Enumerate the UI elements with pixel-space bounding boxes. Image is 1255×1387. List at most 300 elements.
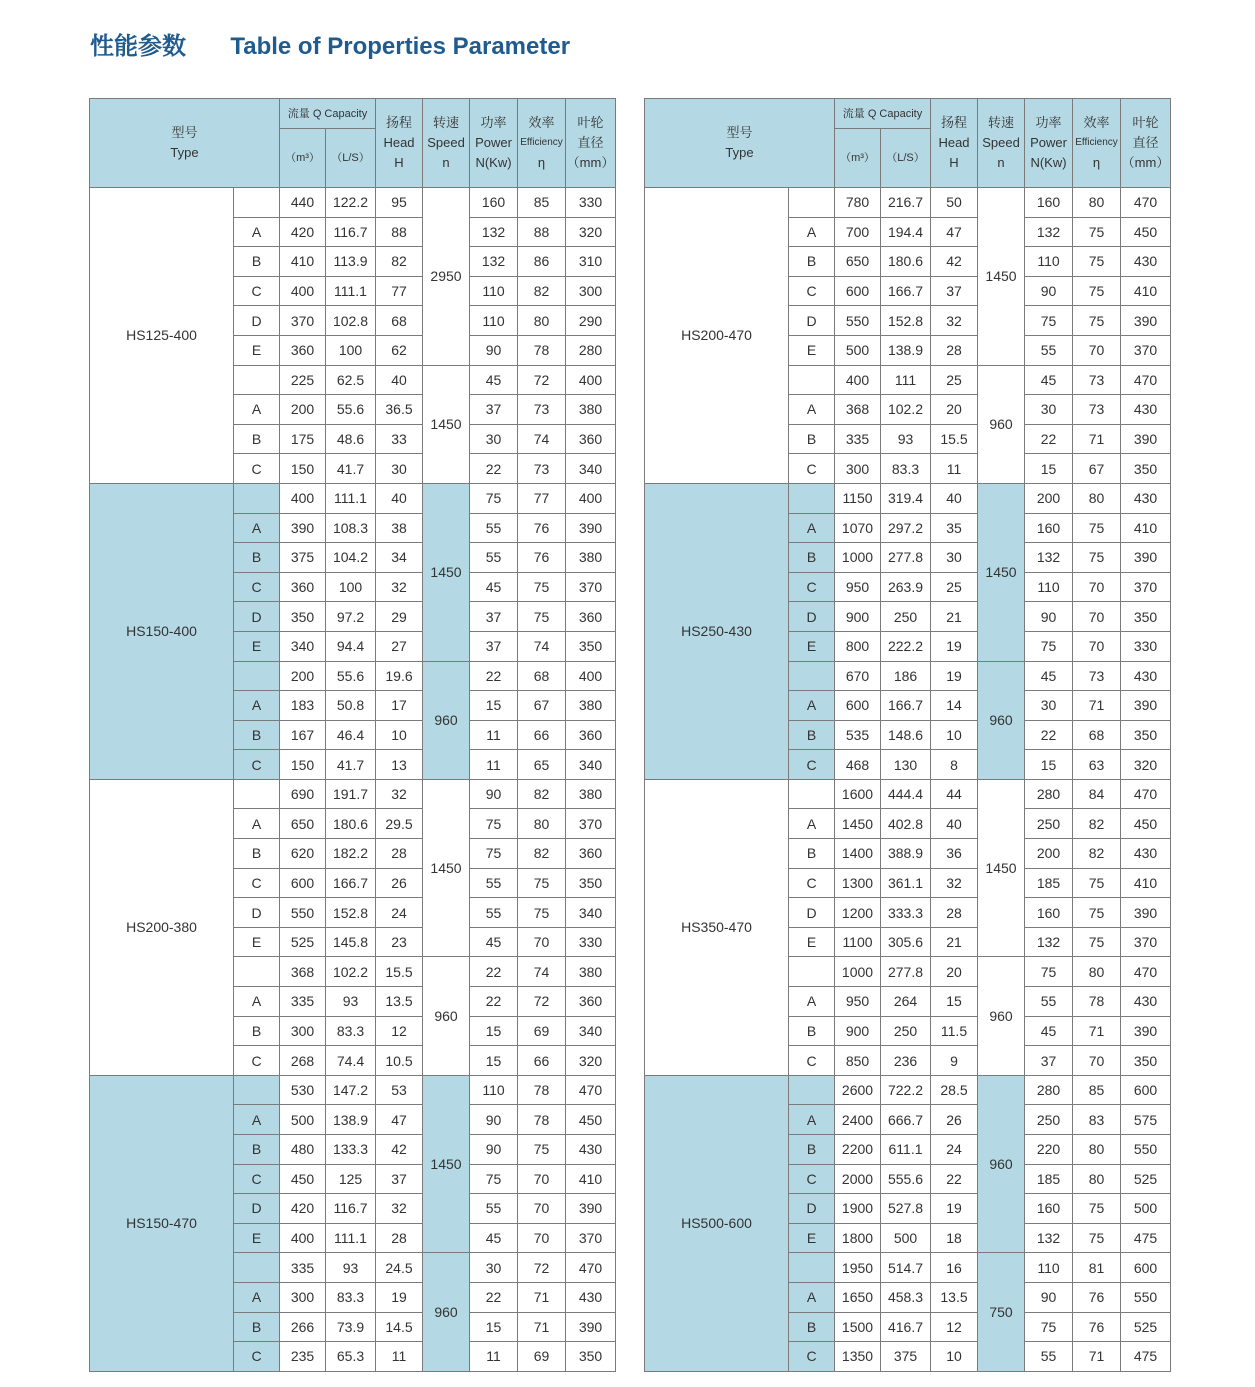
efficiency-value: 76 (518, 513, 566, 543)
efficiency-value: 77 (518, 483, 566, 513)
capacity-ls-value: 402.8 (881, 809, 931, 839)
power-value: 45 (470, 1223, 518, 1253)
head-value: 35 (931, 513, 978, 543)
capacity-m3-value: 420 (280, 1194, 326, 1224)
impeller-diameter-value: 400 (566, 661, 616, 691)
table-row (90, 779, 616, 809)
efficiency-value: 75 (1073, 276, 1121, 306)
capacity-m3-value: 525 (280, 927, 326, 957)
impeller-diameter-value: 390 (1121, 1016, 1171, 1046)
head-value: 19 (376, 1282, 423, 1312)
efficiency-value: 80 (518, 809, 566, 839)
efficiency-value: 80 (518, 306, 566, 336)
power-value: 110 (470, 1075, 518, 1105)
variant-code: E (234, 1223, 280, 1253)
variant-code (789, 365, 835, 395)
power-value: 30 (470, 1253, 518, 1283)
capacity-ls-value: 416.7 (881, 1312, 931, 1342)
variant-code: A (789, 395, 835, 425)
efficiency-value: 82 (1073, 809, 1121, 839)
impeller-diameter-value: 450 (566, 1105, 616, 1135)
head-value: 10 (931, 720, 978, 750)
capacity-m3-value: 150 (280, 454, 326, 484)
header-efficiency: 效率 Efficiency η (1073, 99, 1121, 188)
head-value: 24 (376, 898, 423, 928)
capacity-m3-value: 400 (835, 365, 881, 395)
capacity-ls-value: 48.6 (326, 424, 376, 454)
power-value: 280 (1025, 1075, 1073, 1105)
speed-value: 960 (978, 957, 1025, 1075)
efficiency-value: 70 (518, 1164, 566, 1194)
impeller-diameter-value: 430 (566, 1135, 616, 1165)
capacity-m3-value: 200 (280, 661, 326, 691)
variant-code (789, 188, 835, 218)
impeller-diameter-value: 390 (566, 513, 616, 543)
capacity-ls-value: 444.4 (881, 779, 931, 809)
variant-code: B (789, 720, 835, 750)
efficiency-value: 70 (1073, 602, 1121, 632)
head-value: 28 (376, 1223, 423, 1253)
capacity-m3-value: 1070 (835, 513, 881, 543)
power-value: 132 (470, 247, 518, 277)
capacity-ls-value: 113.9 (326, 247, 376, 277)
efficiency-value: 68 (518, 661, 566, 691)
impeller-diameter-value: 575 (1121, 1105, 1171, 1135)
head-value: 15.5 (931, 424, 978, 454)
capacity-ls-value: 264 (881, 987, 931, 1017)
capacity-ls-value: 41.7 (326, 454, 376, 484)
table-row (645, 483, 1171, 513)
head-value: 18 (931, 1223, 978, 1253)
impeller-diameter-value: 370 (566, 809, 616, 839)
power-value: 22 (470, 987, 518, 1017)
capacity-m3-value: 400 (280, 483, 326, 513)
impeller-diameter-value: 550 (1121, 1282, 1171, 1312)
capacity-m3-value: 468 (835, 750, 881, 780)
capacity-m3-value: 375 (280, 543, 326, 573)
capacity-m3-value: 600 (835, 276, 881, 306)
impeller-diameter-value: 410 (1121, 868, 1171, 898)
power-value: 22 (470, 957, 518, 987)
impeller-diameter-value: 320 (1121, 750, 1171, 780)
speed-value: 750 (978, 1253, 1025, 1371)
head-value: 32 (376, 572, 423, 602)
efficiency-value: 75 (518, 602, 566, 632)
header-capacity: 流量 Q Capacity (835, 99, 931, 129)
efficiency-value: 75 (1073, 868, 1121, 898)
head-value: 16 (931, 1253, 978, 1283)
power-value: 160 (1025, 1194, 1073, 1224)
impeller-diameter-value: 410 (566, 1164, 616, 1194)
capacity-m3-value: 1350 (835, 1342, 881, 1372)
speed-value: 960 (423, 1253, 470, 1371)
capacity-ls-value: 166.7 (881, 691, 931, 721)
capacity-ls-value: 97.2 (326, 602, 376, 632)
power-value: 75 (470, 839, 518, 869)
head-value: 24 (931, 1135, 978, 1165)
head-value: 8 (931, 750, 978, 780)
head-value: 19 (931, 631, 978, 661)
capacity-ls-value: 194.4 (881, 217, 931, 247)
table-body (90, 188, 616, 1372)
power-value: 30 (1025, 691, 1073, 721)
efficiency-value: 71 (1073, 691, 1121, 721)
power-value: 132 (470, 217, 518, 247)
head-value: 23 (376, 927, 423, 957)
model-name: HS200-380 (90, 779, 234, 1075)
power-value: 75 (1025, 631, 1073, 661)
impeller-diameter-value: 450 (1121, 809, 1171, 839)
capacity-m3-value: 1900 (835, 1194, 881, 1224)
power-value: 37 (1025, 1046, 1073, 1076)
capacity-ls-value: 305.6 (881, 927, 931, 957)
header-power: 功率 Power N(Kw) (470, 99, 518, 188)
speed-value: 1450 (423, 1075, 470, 1253)
head-value: 26 (931, 1105, 978, 1135)
efficiency-value: 72 (518, 1253, 566, 1283)
head-value: 88 (376, 217, 423, 247)
capacity-ls-value: 62.5 (326, 365, 376, 395)
capacity-ls-value: 111 (881, 365, 931, 395)
title-chinese: 性能参数 (90, 32, 186, 60)
capacity-m3-value: 600 (280, 868, 326, 898)
impeller-diameter-value: 390 (566, 1312, 616, 1342)
power-value: 11 (470, 750, 518, 780)
table-header (90, 99, 616, 188)
head-value: 19 (931, 1194, 978, 1224)
header-capacity-m3: （m³） (835, 129, 881, 188)
power-value: 22 (1025, 424, 1073, 454)
impeller-diameter-value: 410 (1121, 276, 1171, 306)
head-value: 40 (931, 809, 978, 839)
power-value: 110 (1025, 247, 1073, 277)
variant-code (789, 957, 835, 987)
efficiency-value: 75 (518, 1135, 566, 1165)
capacity-ls-value: 83.3 (881, 454, 931, 484)
capacity-m3-value: 1950 (835, 1253, 881, 1283)
variant-code: B (789, 424, 835, 454)
table-body (645, 188, 1171, 1372)
power-value: 45 (1025, 661, 1073, 691)
speed-value: 960 (978, 1075, 1025, 1253)
power-value: 90 (470, 335, 518, 365)
variant-code: A (789, 1282, 835, 1312)
capacity-m3-value: 1500 (835, 1312, 881, 1342)
efficiency-value: 75 (1073, 1194, 1121, 1224)
head-value: 10 (931, 1342, 978, 1372)
capacity-ls-value: 83.3 (326, 1016, 376, 1046)
power-value: 90 (1025, 1282, 1073, 1312)
header-impeller-diameter: 叶轮 直径 （mm） (566, 99, 616, 188)
variant-code: B (789, 247, 835, 277)
impeller-diameter-value: 360 (566, 602, 616, 632)
capacity-m3-value: 700 (835, 217, 881, 247)
capacity-ls-value: 277.8 (881, 543, 931, 573)
capacity-ls-value: 111.1 (326, 1223, 376, 1253)
power-value: 55 (470, 543, 518, 573)
speed-value: 960 (978, 365, 1025, 483)
capacity-m3-value: 530 (280, 1075, 326, 1105)
power-value: 185 (1025, 868, 1073, 898)
capacity-ls-value: 152.8 (881, 306, 931, 336)
capacity-m3-value: 340 (280, 631, 326, 661)
speed-value: 2950 (423, 188, 470, 366)
capacity-ls-value: 125 (326, 1164, 376, 1194)
impeller-diameter-value: 370 (1121, 335, 1171, 365)
efficiency-value: 68 (1073, 720, 1121, 750)
variant-code: D (789, 306, 835, 336)
impeller-diameter-value: 370 (1121, 572, 1171, 602)
impeller-diameter-value: 350 (566, 631, 616, 661)
variant-code: B (789, 1016, 835, 1046)
impeller-diameter-value: 400 (566, 483, 616, 513)
variant-code: B (789, 543, 835, 573)
capacity-m3-value: 550 (835, 306, 881, 336)
variant-code: A (234, 1105, 280, 1135)
efficiency-value: 82 (518, 779, 566, 809)
head-value: 13 (376, 750, 423, 780)
variant-code: E (234, 631, 280, 661)
header-capacity-m3: （m³） (280, 129, 326, 188)
variant-code: E (789, 631, 835, 661)
variant-code (789, 661, 835, 691)
impeller-diameter-value: 400 (566, 365, 616, 395)
head-value: 33 (376, 424, 423, 454)
head-value: 21 (931, 602, 978, 632)
efficiency-value: 73 (518, 395, 566, 425)
variant-code (234, 661, 280, 691)
power-value: 160 (1025, 898, 1073, 928)
efficiency-value: 75 (1073, 513, 1121, 543)
capacity-m3-value: 235 (280, 1342, 326, 1372)
capacity-ls-value: 50.8 (326, 691, 376, 721)
head-value: 47 (376, 1105, 423, 1135)
variant-code: E (234, 927, 280, 957)
properties-table-right (644, 98, 1171, 1372)
head-value: 15 (931, 987, 978, 1017)
variant-code: C (234, 454, 280, 484)
efficiency-value: 70 (518, 1223, 566, 1253)
capacity-ls-value: 94.4 (326, 631, 376, 661)
impeller-diameter-value: 360 (566, 720, 616, 750)
impeller-diameter-value: 430 (1121, 661, 1171, 691)
power-value: 15 (470, 691, 518, 721)
table-row (645, 188, 1171, 218)
impeller-diameter-value: 525 (1121, 1164, 1171, 1194)
efficiency-value: 71 (518, 1312, 566, 1342)
power-value: 90 (1025, 276, 1073, 306)
capacity-ls-value: 102.2 (326, 957, 376, 987)
head-value: 32 (376, 1194, 423, 1224)
power-value: 55 (1025, 987, 1073, 1017)
capacity-m3-value: 650 (280, 809, 326, 839)
capacity-ls-value: 122.2 (326, 188, 376, 218)
head-value: 28.5 (931, 1075, 978, 1105)
impeller-diameter-value: 410 (1121, 513, 1171, 543)
capacity-ls-value: 100 (326, 335, 376, 365)
capacity-m3-value: 2000 (835, 1164, 881, 1194)
speed-value: 1450 (978, 483, 1025, 661)
efficiency-value: 73 (518, 454, 566, 484)
capacity-m3-value: 2200 (835, 1135, 881, 1165)
efficiency-value: 75 (1073, 306, 1121, 336)
power-value: 110 (1025, 1253, 1073, 1283)
capacity-ls-value: 722.2 (881, 1075, 931, 1105)
title-english: Table of Properties Parameter (230, 33, 571, 60)
efficiency-value: 67 (518, 691, 566, 721)
variant-code (234, 957, 280, 987)
capacity-ls-value: 152.8 (326, 898, 376, 928)
power-value: 55 (470, 898, 518, 928)
efficiency-value: 73 (1073, 395, 1121, 425)
capacity-ls-value: 133.3 (326, 1135, 376, 1165)
head-value: 20 (931, 395, 978, 425)
power-value: 45 (470, 927, 518, 957)
capacity-ls-value: 250 (881, 1016, 931, 1046)
head-value: 19 (931, 661, 978, 691)
power-value: 132 (1025, 543, 1073, 573)
head-value: 21 (931, 927, 978, 957)
efficiency-value: 80 (1073, 957, 1121, 987)
variant-code: D (234, 602, 280, 632)
capacity-m3-value: 300 (280, 1282, 326, 1312)
table-row (645, 1075, 1171, 1105)
header-impeller-diameter: 叶轮 直径 （mm） (1121, 99, 1171, 188)
capacity-m3-value: 440 (280, 188, 326, 218)
head-value: 38 (376, 513, 423, 543)
capacity-m3-value: 400 (280, 276, 326, 306)
efficiency-value: 65 (518, 750, 566, 780)
table-header (645, 99, 1171, 188)
capacity-m3-value: 350 (280, 602, 326, 632)
variant-code: E (789, 335, 835, 365)
capacity-ls-value: 263.9 (881, 572, 931, 602)
speed-value: 960 (423, 661, 470, 779)
header-head: 扬程 Head H (931, 99, 978, 188)
efficiency-value: 75 (518, 868, 566, 898)
capacity-ls-value: 83.3 (326, 1282, 376, 1312)
efficiency-value: 69 (518, 1016, 566, 1046)
capacity-ls-value: 250 (881, 602, 931, 632)
capacity-ls-value: 180.6 (326, 809, 376, 839)
capacity-m3-value: 1600 (835, 779, 881, 809)
impeller-diameter-value: 380 (566, 395, 616, 425)
power-value: 55 (470, 868, 518, 898)
power-value: 220 (1025, 1135, 1073, 1165)
head-value: 28 (376, 839, 423, 869)
efficiency-value: 80 (1073, 1164, 1121, 1194)
page-title (90, 26, 570, 66)
table-row (90, 1075, 616, 1105)
power-value: 250 (1025, 1105, 1073, 1135)
impeller-diameter-value: 360 (566, 839, 616, 869)
impeller-diameter-value: 320 (566, 1046, 616, 1076)
impeller-diameter-value: 470 (566, 1075, 616, 1105)
model-name: HS350-470 (645, 779, 789, 1075)
head-value: 82 (376, 247, 423, 277)
capacity-ls-value: 74.4 (326, 1046, 376, 1076)
impeller-diameter-value: 430 (1121, 483, 1171, 513)
capacity-ls-value: 216.7 (881, 188, 931, 218)
efficiency-value: 70 (518, 927, 566, 957)
impeller-diameter-value: 430 (566, 1282, 616, 1312)
power-value: 200 (1025, 483, 1073, 513)
impeller-diameter-value: 380 (566, 691, 616, 721)
capacity-m3-value: 500 (835, 335, 881, 365)
variant-code (234, 779, 280, 809)
variant-code: B (234, 720, 280, 750)
capacity-ls-value: 138.9 (326, 1105, 376, 1135)
variant-code: C (234, 868, 280, 898)
power-value: 160 (1025, 513, 1073, 543)
capacity-m3-value: 1200 (835, 898, 881, 928)
capacity-ls-value: 186 (881, 661, 931, 691)
capacity-ls-value: 130 (881, 750, 931, 780)
impeller-diameter-value: 470 (1121, 188, 1171, 218)
impeller-diameter-value: 370 (566, 572, 616, 602)
power-value: 11 (470, 1342, 518, 1372)
power-value: 22 (470, 454, 518, 484)
capacity-m3-value: 1650 (835, 1282, 881, 1312)
variant-code: A (789, 691, 835, 721)
capacity-ls-value: 108.3 (326, 513, 376, 543)
model-name: HS125-400 (90, 188, 234, 484)
capacity-m3-value: 300 (280, 1016, 326, 1046)
head-value: 13.5 (931, 1282, 978, 1312)
head-value: 10 (376, 720, 423, 750)
capacity-m3-value: 800 (835, 631, 881, 661)
efficiency-value: 73 (1073, 661, 1121, 691)
efficiency-value: 70 (1073, 1046, 1121, 1076)
head-value: 42 (376, 1135, 423, 1165)
power-value: 55 (1025, 1342, 1073, 1372)
efficiency-value: 80 (1073, 188, 1121, 218)
variant-code: E (789, 1223, 835, 1253)
capacity-ls-value: 514.7 (881, 1253, 931, 1283)
capacity-m3-value: 500 (280, 1105, 326, 1135)
efficiency-value: 80 (1073, 483, 1121, 513)
model-name: HS500-600 (645, 1075, 789, 1371)
impeller-diameter-value: 390 (1121, 424, 1171, 454)
efficiency-value: 70 (1073, 631, 1121, 661)
power-value: 15 (1025, 454, 1073, 484)
power-value: 75 (1025, 957, 1073, 987)
capacity-ls-value: 41.7 (326, 750, 376, 780)
power-value: 55 (470, 1194, 518, 1224)
efficiency-value: 71 (1073, 424, 1121, 454)
capacity-ls-value: 333.3 (881, 898, 931, 928)
variant-code: C (234, 1342, 280, 1372)
table-row (90, 188, 616, 218)
efficiency-value: 72 (518, 987, 566, 1017)
power-value: 15 (1025, 750, 1073, 780)
variant-code: D (234, 306, 280, 336)
impeller-diameter-value: 600 (1121, 1075, 1171, 1105)
efficiency-value: 70 (1073, 572, 1121, 602)
impeller-diameter-value: 470 (1121, 365, 1171, 395)
head-value: 12 (376, 1016, 423, 1046)
variant-code: C (234, 276, 280, 306)
head-value: 40 (931, 483, 978, 513)
power-value: 250 (1025, 809, 1073, 839)
capacity-m3-value: 690 (280, 779, 326, 809)
variant-code: B (789, 1312, 835, 1342)
efficiency-value: 82 (518, 276, 566, 306)
efficiency-value: 70 (518, 1194, 566, 1224)
head-value: 53 (376, 1075, 423, 1105)
variant-code: E (789, 927, 835, 957)
power-value: 75 (470, 1164, 518, 1194)
